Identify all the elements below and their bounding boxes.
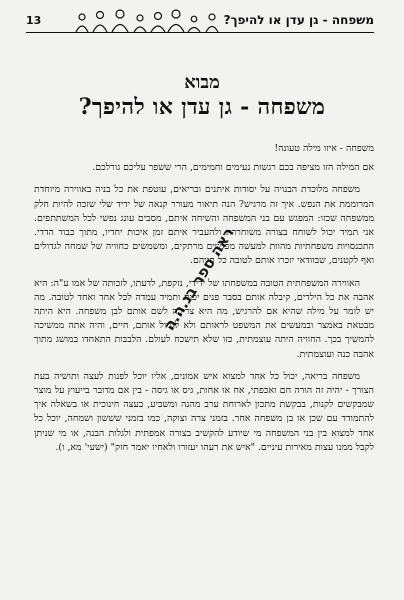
family-silhouette-icon: [72, 8, 222, 32]
page-header: [26, 8, 374, 33]
page-number: 13: [26, 14, 42, 27]
paragraph: משפחה בריאה, יכול כל אחד למצוא איש אמונים, אליו יוכל לפנות לעצה ותושיה בעת הצורך - יהיה זה הורה חם ואכפתי, אח או אחות, גיס או גיסה - בין אם מדובר בייעוץ על מוצר שמבקשים לקנות, בבקשת מתכון לארוחת ערב מהנה ומשביע, בעצה חינוכית או בשאלה איך להתמודד עם שכן או בן משפחה אחר. בזמני צרה וצוקה, כמו בזמני שששון ושמחה, יוכל כל אחד למצוא בין בני המשפחה מי שיודע להקשיב בצורה אמפתית ולגלות הבנה, או מי שניתן לקבל ממנו עצות מאירות עיניים. "איש את רעהו יעזורו ולאחיו יאמר חזק" (ישעי' מא, ו).: [34, 370, 374, 453]
running-title: משפחה - גן עדן או להיפך?: [223, 13, 374, 27]
chapter-label: מבוא: [184, 72, 220, 93]
chapter-title: משפחה - גן עדן או להיפך?: [78, 94, 326, 120]
paragraph: האווירה המשפחתית הטובה במשפחתו של ידידי, נזקפת, לדעתו, לזכותה של אמו ע"ה: היא אהבה את כל הילדים, קיבלה אותם בסבר פנים יפות ותמיד עמדה לכל אחד ואחד לטובה. מה יש לומר על מילה שהיא אם להרגיש, מה היא צריכה לשם אותם לבן משפחה. היא היתה מבטאת באמצר ובמעשים את המשפט לראותם ולא לגמול אותם, חיים, והיה אתה ממשיכה להמשיך בכך. החוויה היתה עוצמתית, כזו שלא תישכח לעולם. הלבבות התאחדו במושג מתוך אהבה כנה ועוצמתית.: [34, 277, 374, 360]
body-text: [34, 142, 374, 463]
paragraph: משפחה מלוכדת הבנויה על יסודות איתנים ובריאים, עוטפת את כל בניה באווירה מיוחדת המרוממת את הנפש. איך זה מרגיש? הנה תיאור מעורר קנאה של ידיד שלי שזכה להיות חלק ממשפחה שכזו: המפגש עם בני המשפחה והשיחה איתם, מסבים עונג נפשי לכל המשתתפים. אני תמיד יכול לשוחח בצורה משוחררת ולהעביר איתם זמן איכות יחדיו, מתוך כבוד הדדי. התכנסויות משפחתיות מהוות למעשה מפגשים מרתקים, ומשמשים כחוויה של שמחה לגדולים ואף לקטנים, שבוודאי יזכרו אותם לטובה כל חייהם.: [34, 184, 374, 267]
paragraph: אם המילה הזו מציפה בכם רגשות נעימים וחמימים, הרי ששפר עליכם גורלכם.: [92, 162, 374, 174]
library-stamp: ראה ספר בנ.ה.ה: [160, 224, 238, 334]
paragraph: משפחה - איזו מילה טעונה!: [274, 143, 374, 154]
